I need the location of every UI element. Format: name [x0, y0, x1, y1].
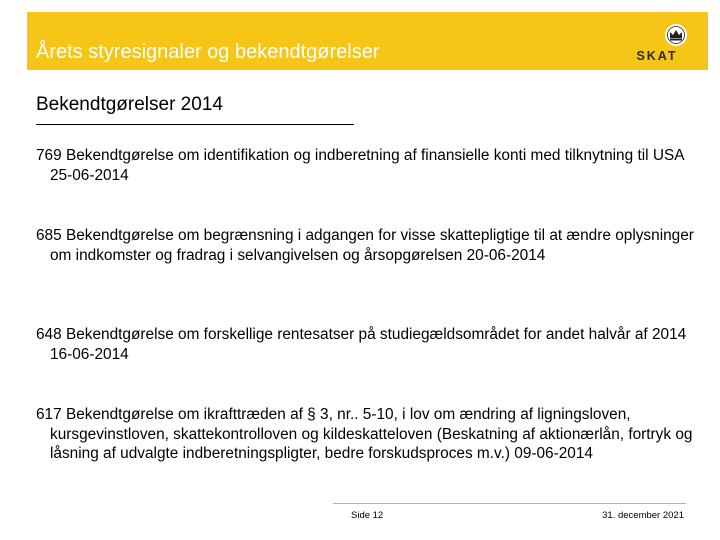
footer-divider	[333, 503, 686, 504]
header-banner	[27, 12, 708, 70]
list-item: 617 Bekendtgørelse om ikrafttræden af § 3, nr.. 5-10, i lov om ændring af ligningsloven, kursgevinstloven, skattekontrolloven og kildeskatteloven (Beskatning af aktionærlån, fortryk og låsning af udvalgte indberetningspligter, bedre forskudsproces m.v.) 09-06-2014	[36, 406, 693, 463]
footer-date: 31. december 2021	[602, 510, 684, 521]
slide-title: Årets styresignaler og bekendtgørelser	[36, 41, 380, 63]
list-item: 769 Bekendtgørelse om identifikation og indberetning af finansielle konti med tilknytning til USA 25-06-2014	[36, 147, 684, 184]
skat-logo	[620, 20, 694, 64]
page-number: Side 12	[351, 510, 384, 521]
list-item: 685 Bekendtgørelse om begrænsning i adgangen for visse skattepligtige til at ændre oplysninger om indkomster og fradrag i selvangivelsen og årsopgørelsen 20-06-2014	[36, 227, 694, 264]
svg-text:SKAT: SKAT	[636, 49, 678, 63]
list-item: 648 Bekendtgørelse om forskellige rentesatser på studiegældsområdet for andet halvår af 2014 16-06-2014	[36, 326, 687, 363]
section-heading: Bekendtgørelser 2014	[36, 94, 223, 115]
heading-underline	[36, 124, 354, 125]
